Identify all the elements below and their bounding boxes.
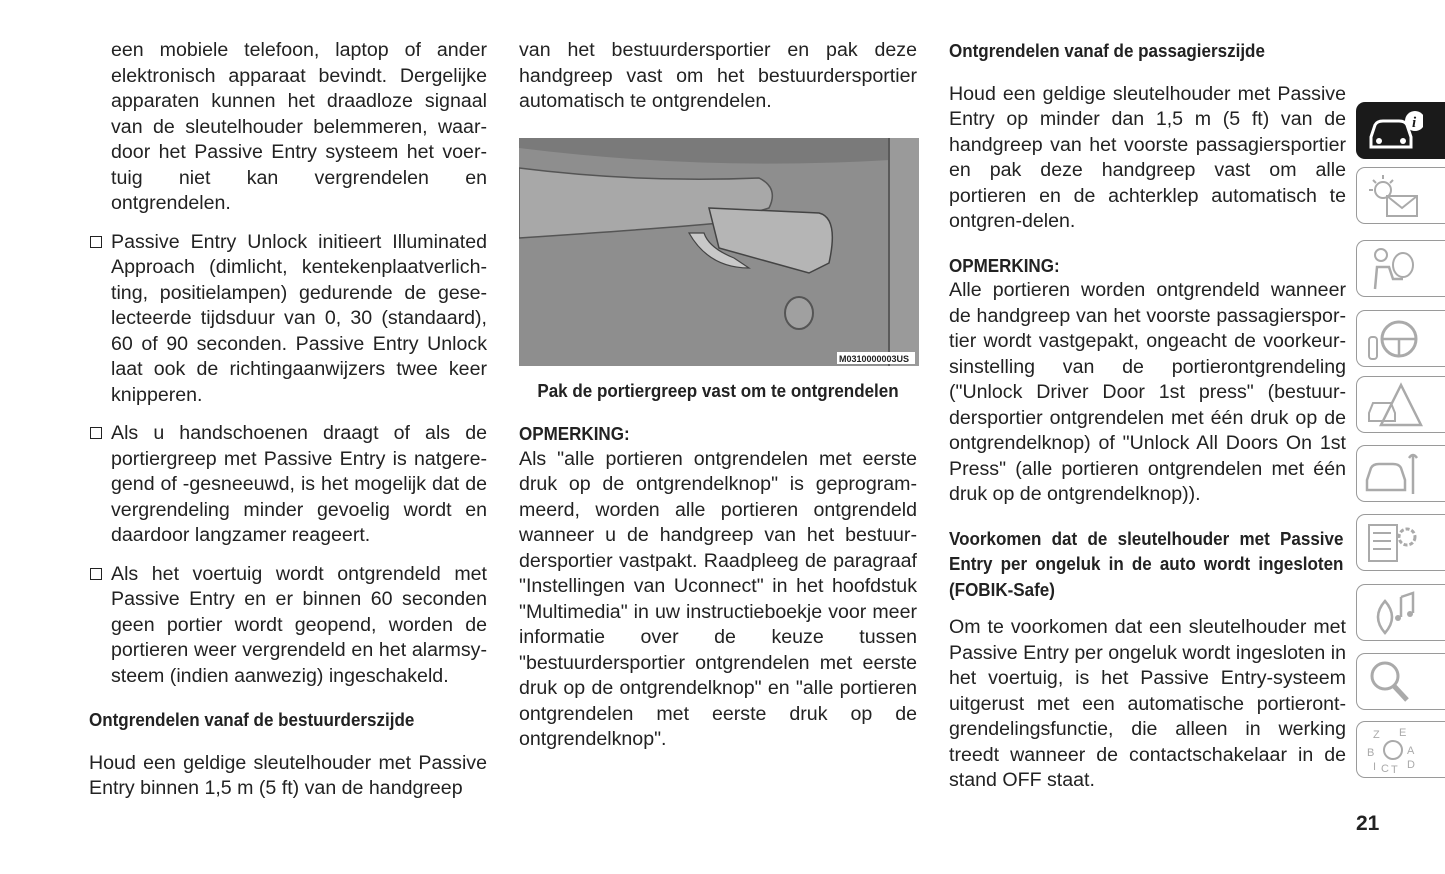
- note-paragraph: Als "alle portieren ontgrendelen met eerste druk op de ontgrendelknop" is geprogram-meerd, worden alle portieren ontgrendeld wanneer u de handgreep van het bestuur-dersportier vastpakt. Raadpleeg de paragraaf "Instellingen van Uconnect" in het hoofdstuk "Multimedia" in uw instructieboekje voor meer informatie over de keuze tussen "bestuurdersportier ontgrendelen met eerste druk op de ontgrendelknop" en "alle portieren ontgrendelen met eerste druk op de ontgrendelknop".: [519, 447, 917, 750]
- section-heading-passenger-side: Ontgrendelen vanaf de passagierszijde: [949, 40, 1265, 61]
- bullet-box-icon: [90, 236, 102, 248]
- warning-triangle-car-icon: [1363, 381, 1423, 429]
- index-letter-i: I: [1373, 761, 1377, 773]
- section-heading-driver-side: Ontgrendelen vanaf de bestuurderszijde: [89, 709, 415, 730]
- index-letter-a: A: [1407, 745, 1415, 757]
- car-service-icon: [1363, 450, 1423, 498]
- steering-key-icon: [1363, 315, 1423, 363]
- multimedia-music-icon: [1363, 589, 1423, 637]
- bullet-item: Als u handschoenen draagt of als de portiergreep met Passive Entry is natgere-gend of -gesneeuwd, is het mogelijk dat de vergrendeling minder gevoelig wordt en daardoor langzamer reageert.: [89, 421, 487, 549]
- tab-airbag[interactable]: [1356, 240, 1445, 297]
- bullet-box-icon: [90, 427, 102, 439]
- tab-service[interactable]: [1356, 445, 1445, 502]
- index-letter-z: Z: [1373, 729, 1380, 741]
- note-heading: OPMERKING:: [519, 423, 630, 444]
- specifications-gear-icon: [1363, 519, 1423, 567]
- tab-alphabet-index[interactable]: [1356, 721, 1445, 778]
- bullet-box-icon: [90, 568, 102, 580]
- tab-car-info[interactable]: [1356, 102, 1445, 159]
- note-heading: OPMERKING:: [949, 254, 1060, 276]
- index-letter-t: T: [1391, 764, 1398, 774]
- index-letter-d: D: [1407, 759, 1415, 771]
- continued-paragraph: van het bestuurdersportier en pak deze handgreep vast om het bestuurdersportier automatisch te ontgrendelen.: [519, 39, 917, 112]
- door-handle-figure: [519, 138, 919, 366]
- tab-multimedia[interactable]: [1356, 584, 1445, 641]
- column-1: [89, 38, 487, 802]
- tab-steering[interactable]: [1356, 310, 1445, 367]
- column-2: [519, 38, 917, 753]
- continued-paragraph: een mobiele telefoon, laptop of ander elektronisch apparaat bevindt. Dergelijke apparaten kunnen het draadloze signaal van de sleutelhouder belemmeren, waar-door het Passive Entry systeem het voer-tuig niet kan vergrendelen en ontgrendelen.: [111, 39, 487, 214]
- index-letter-b: B: [1367, 747, 1375, 759]
- airbag-seat-icon: [1363, 245, 1423, 293]
- driver-side-paragraph: Houd een geldige sleutelhouder met Passive Entry binnen 1,5 m (5 ft) van de handgreep: [89, 751, 487, 799]
- figure-caption: Pak de portiergreep vast om te ontgrendelen: [537, 379, 899, 401]
- figure-code: M0310000003US: [839, 353, 910, 364]
- index-letter-e: E: [1399, 727, 1407, 739]
- passenger-side-paragraph: Houd een geldige sleutelhouder met Passive Entry op minder dan 1,5 m (5 ft) van de handgreep van het voorste passagiersportier en pak deze handgreep vast om alle portieren en de achterklep automatisch te ontgren-delen.: [949, 82, 1346, 232]
- tab-warning[interactable]: [1356, 376, 1445, 433]
- fobik-safe-paragraph: Om te voorkomen dat een sleutelhouder met Passive Entry per ongeluk wordt ingesloten in het voertuig, is het Passive Entry-systeem uitgerust met een automatische portieront-grendelingsfunctie, die alleen in werking treedt wanneer de contactschakelaar in de stand OFF staat.: [949, 616, 1346, 791]
- tab-specifications[interactable]: [1356, 514, 1445, 571]
- note-paragraph: Alle portieren worden ontgrendeld wanneer de handgreep van het voorste passagierspor-tier wordt vastgepakt, ongeacht de voorkeur-sinstelling van de portierontgrendeling ("Unlock Driver Door 1st press" (bestuur-dersportier ontgrendelen met één druk op de ontgrendelknop) of "Unlock All Doors On 1st Press" (alle portieren ontgrendelen met één druk op de ontgrendelknop)).: [949, 279, 1346, 505]
- svg-text:i: i: [1412, 115, 1417, 131]
- car-info-icon: [1363, 107, 1423, 155]
- index-letter-c: C: [1381, 763, 1389, 774]
- search-index-icon: [1363, 658, 1423, 706]
- section-heading-fobik-safe: Voorkomen dat de sleutelhouder met Passive Entry per ongeluk in de auto wordt ingesloten (FOBIK-Safe): [949, 527, 1344, 600]
- column-3: [949, 38, 1346, 794]
- dashboard-lights-message-icon: [1363, 172, 1423, 220]
- page-number: 21: [1356, 812, 1380, 835]
- door-handle-illustration: [519, 138, 919, 366]
- bullet-item: Als het voertuig wordt ontgrendeld met Passive Entry en er binnen 60 seconden geen portier wordt geopend, worden de portieren weer vergrendeld en het alarmsy-steem (indien aanwezig) ingeschakeld.: [89, 562, 487, 690]
- bullet-item: Passive Entry Unlock initieert Illuminated Approach (dimlicht, kentekenplaatverlich-ting, positielampen) gedurende de gese-lecteerde tijdsduur van 0, 30 (standaard), 60 of 90 seconden. Passive Entry Unlock laat ook de richtingaanwijzers twee keer knipperen.: [89, 230, 487, 409]
- alphabet-index-icon: [1363, 726, 1423, 774]
- tab-dashboard[interactable]: [1356, 167, 1445, 224]
- tab-search[interactable]: [1356, 653, 1445, 710]
